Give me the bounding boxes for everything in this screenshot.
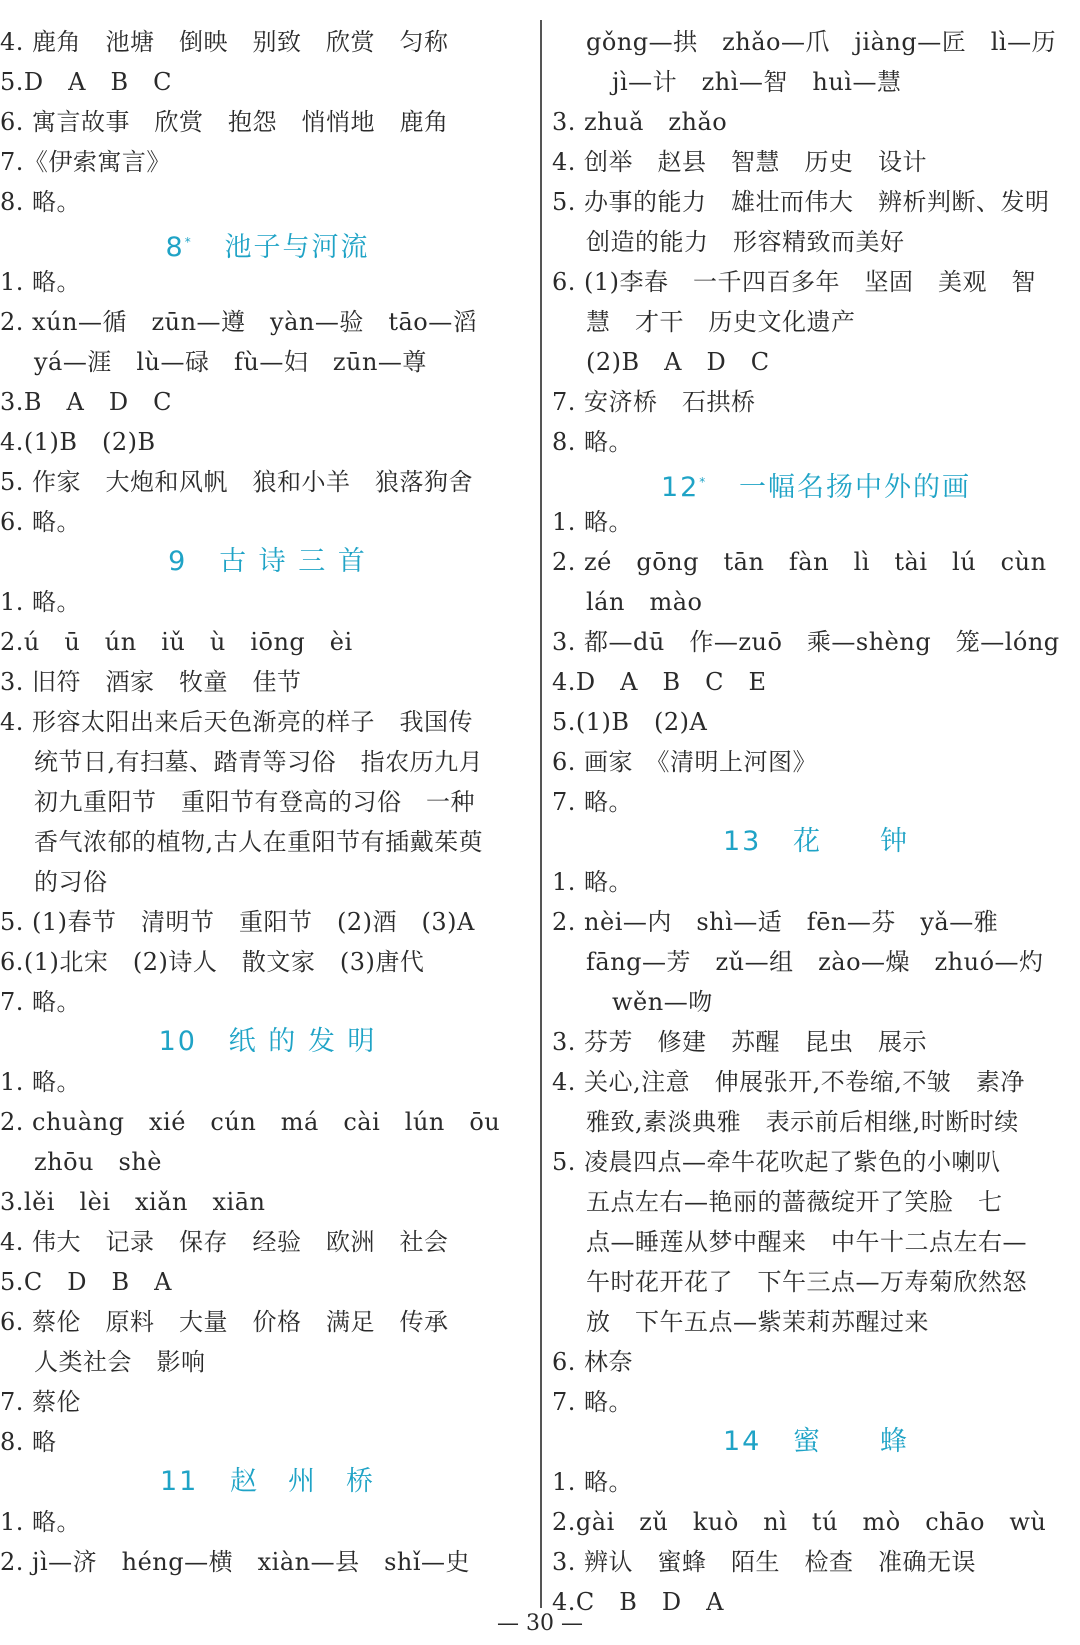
- answer-line: 8. 略。: [552, 428, 634, 456]
- answer-line: 4.(1)B (2)B: [0, 428, 156, 456]
- section-number: 13: [722, 826, 762, 857]
- answer-line: lán mào: [586, 588, 703, 616]
- section-title-text: 一幅名扬中外的画: [739, 472, 972, 503]
- answer-line: gǒng—拱 zhǎo—爪 jiàng—匠 lì—历: [586, 28, 1057, 56]
- answer-line: yá—涯 lù—碌 fù—妇 zūn—尊: [34, 348, 427, 376]
- answer-line: 4.C B D A: [552, 1588, 724, 1616]
- answer-line: 统节日,有扫墓、踏青等习俗 指农历九月: [34, 748, 484, 776]
- section-title: [0, 1022, 535, 1062]
- answer-line: 7. 略。: [0, 988, 82, 1016]
- section-title-text: 池子与河流: [224, 232, 370, 263]
- answer-line: 6. (1)李春 一千四百多年 坚固 美观 智: [552, 268, 1037, 296]
- answer-line: 2.ú ū ún iǔ ù iōng èi: [0, 628, 353, 656]
- left-column: [0, 22, 535, 1582]
- answer-line: 五点左右—艳丽的蔷薇绽开了笑脸 七: [586, 1188, 1003, 1216]
- answer-line: 4. 创举 赵县 智慧 历史 设计: [552, 148, 928, 176]
- section-number: 14: [722, 1426, 762, 1457]
- section-title: [0, 542, 535, 582]
- answer-line: 2.gài zǔ kuò nì tú mò chāo wù: [552, 1508, 1047, 1536]
- answer-line: jì—计 zhì—智 huì—慧: [612, 68, 902, 96]
- answer-line: 3. 芬芳 修建 苏醒 昆虫 展示: [552, 1028, 928, 1056]
- answer-line: 7. 略。: [552, 1388, 634, 1416]
- answer-line: 1. 略。: [552, 868, 634, 896]
- answer-line: 8. 略: [0, 1428, 57, 1456]
- section-number: 11: [159, 1466, 199, 1497]
- answer-line: 4.D A B C E: [552, 668, 767, 696]
- answer-line: 1. 略。: [0, 588, 82, 616]
- answer-line: 5. (1)春节 清明节 重阳节 (2)酒 (3)A: [0, 908, 475, 936]
- answer-line: 7. 蔡伦: [0, 1388, 82, 1416]
- answer-line: 2. nèi—内 shì—适 fēn—芬 yǎ—雅: [552, 908, 999, 936]
- answer-line: 6. 蔡伦 原料 大量 价格 满足 传承: [0, 1308, 449, 1336]
- answer-line: fāng—芳 zǔ—组 zào—燥 zhuó—灼: [586, 948, 1044, 976]
- section-number: 10: [158, 1026, 197, 1057]
- section-title-text: 纸 的 发 明: [228, 1026, 377, 1057]
- answer-line: 5. 凌晨四点—牵牛花吹起了紫色的小喇叭: [552, 1148, 1001, 1176]
- answer-line: 2. jì—济 héng—横 xiàn—县 shǐ—史: [0, 1548, 471, 1576]
- answer-line: 2. xún—循 zūn—遵 yàn—验 tāo—滔: [0, 308, 478, 336]
- answer-line: 的习俗: [34, 868, 108, 896]
- answer-line: 5.(1)B (2)A: [552, 708, 708, 736]
- section-title-text: 古 诗 三 首: [219, 546, 367, 577]
- section-number: 8: [165, 232, 185, 263]
- answer-line: zhōu shè: [34, 1148, 162, 1176]
- answer-line: wěn—吻: [612, 988, 713, 1016]
- answer-line: 7. 安济桥 石拱桥: [552, 388, 756, 416]
- answer-line: 5. 作家 大炮和风帆 狼和小羊 狼落狗舍: [0, 468, 474, 496]
- answer-line: 7. 略。: [552, 788, 634, 816]
- answer-line: 3.lěi lèi xiǎn xiān: [0, 1188, 266, 1216]
- answer-line: 香气浓郁的植物,古人在重阳节有插戴茱萸: [34, 828, 484, 856]
- answer-line: 人类社会 影响: [34, 1348, 206, 1376]
- section-title: [552, 1422, 1080, 1462]
- answer-line: 5. 办事的能力 雄壮而伟大 辨析判断、发明: [552, 188, 1050, 216]
- answer-line: 点—睡莲从梦中醒来 中午十二点左右—: [586, 1228, 1027, 1256]
- answer-line: 初九重阳节 重阳节有登高的习俗 一种: [34, 788, 475, 816]
- section-title: [0, 222, 535, 262]
- answer-line: 6. 略。: [0, 508, 82, 536]
- section-title-text: 赵 州 桥: [230, 1466, 376, 1497]
- answer-line: 5.C D B A: [0, 1268, 172, 1296]
- section-number: 9: [168, 546, 188, 577]
- section-number: 12: [660, 472, 700, 503]
- section-title: [552, 462, 1080, 502]
- star-mark: *: [184, 235, 193, 249]
- answer-line: 6. 林奈: [552, 1348, 634, 1376]
- answer-line: 4. 鹿角 池塘 倒映 别致 欣赏 匀称: [0, 28, 449, 56]
- answer-line: 1. 略。: [0, 1068, 82, 1096]
- answer-line: 2. chuàng xié cún má cài lún ōu: [0, 1108, 501, 1136]
- section-title-text: 蜜 蜂: [793, 1426, 910, 1457]
- answer-line: 3. 都—dū 作—zuō 乘—shèng 笼—lóng: [552, 628, 1060, 656]
- answer-line: 3. 旧符 酒家 牧童 佳节: [0, 668, 302, 696]
- column-divider: [540, 20, 542, 1608]
- page-number: — 30 —: [497, 1611, 583, 1636]
- answer-line: 4. 伟大 记录 保存 经验 欧洲 社会: [0, 1228, 449, 1256]
- answer-line: 放 下午五点—紫茉莉苏醒过来: [586, 1308, 929, 1336]
- answer-line: 慧 才干 历史文化遗产: [586, 308, 856, 336]
- answer-line: 6.(1)北宋 (2)诗人 散文家 (3)唐代: [0, 948, 425, 976]
- answer-line: 1. 略。: [552, 1468, 634, 1496]
- section-title-text: 花 钟: [793, 826, 910, 857]
- answer-line: 3. zhuǎ zhǎo: [552, 108, 728, 136]
- answer-line: 1. 略。: [0, 268, 82, 296]
- answer-line: 6. 寓言故事 欣赏 抱怨 悄悄地 鹿角: [0, 108, 449, 136]
- answer-line: 雅致,素淡典雅 表示前后相继,时断时续: [586, 1108, 1019, 1136]
- answer-line: 8. 略。: [0, 188, 82, 216]
- answer-line: 7.《伊索寓言》: [0, 148, 171, 176]
- answer-line: 1. 略。: [552, 508, 634, 536]
- answer-line: 1. 略。: [0, 1508, 82, 1536]
- section-title: [552, 822, 1080, 862]
- right-column: [552, 22, 1080, 1622]
- answer-line: 6. 画家 《清明上河图》: [552, 748, 818, 776]
- answer-line: 4. 关心,注意 伸展张开,不卷缩,不皱 素净: [552, 1068, 1025, 1096]
- answer-line: 5.D A B C: [0, 68, 172, 96]
- answer-line: 3. 辨认 蜜蜂 陌生 检查 准确无误: [552, 1548, 977, 1576]
- answer-line: 午时花开花了 下午三点—万寿菊欣然怒: [586, 1268, 1027, 1296]
- answer-line: 3.B A D C: [0, 388, 172, 416]
- answer-line: 4. 形容太阳出来后天色渐亮的样子 我国传: [0, 708, 474, 736]
- answer-line: 创造的能力 形容精致而美好: [586, 228, 905, 256]
- answer-line: (2)B A D C: [586, 348, 770, 376]
- section-title: [0, 1462, 535, 1502]
- star-mark: *: [699, 475, 708, 489]
- answer-line: 2. zé gōng tān fàn lì tài lú cùn: [552, 548, 1047, 576]
